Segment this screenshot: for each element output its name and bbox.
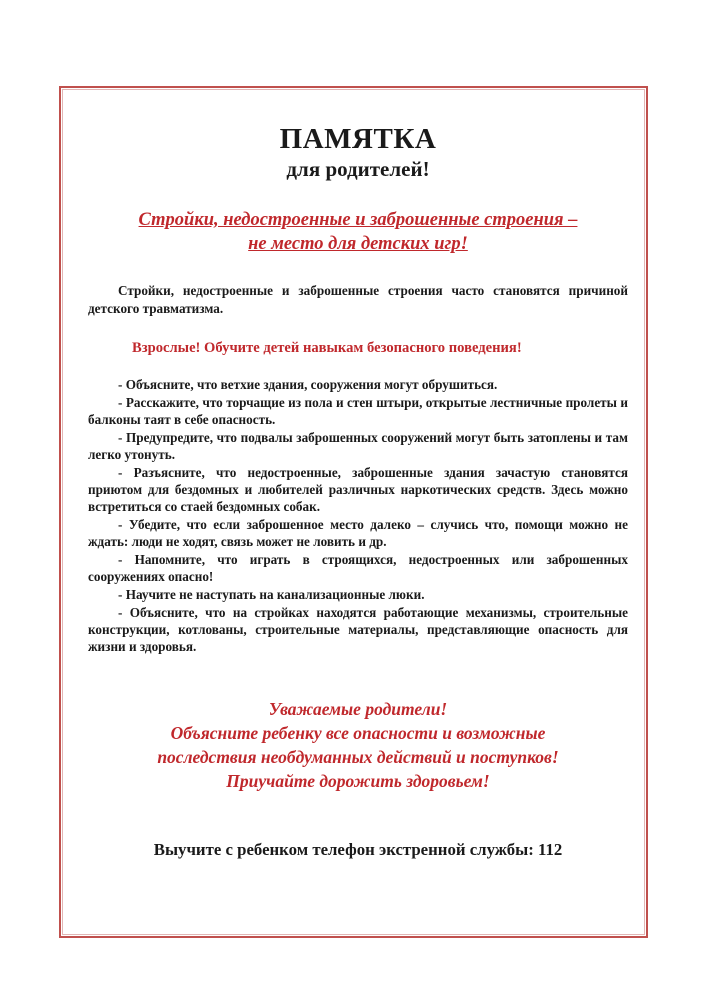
list-item: - Убедите, что если заброшенное место далеко – случись что, помощи можно не ждать: люди не ходят, связь может не ловить и др. <box>88 517 628 549</box>
document-content <box>88 118 628 861</box>
closing-line-1: Уважаемые родители! <box>268 699 448 719</box>
adults-call-to-action: Взрослые! Обучите детей навыкам безопасного поведения! <box>132 340 522 356</box>
list-item: - Объясните, что ветхие здания, сооружения могут обрушиться. <box>118 377 498 392</box>
list-item: - Предупредите, что подвалы заброшенных сооружений могут быть затоплены и там легко утонуть. <box>88 430 628 462</box>
intro-paragraph: Стройки, недостроенные и заброшенные строения часто становятся причиной детского травматизма. <box>88 283 628 316</box>
warning-heading-line-2: не место для детских игр! <box>248 234 468 254</box>
document-subtitle: для родителей! <box>286 157 430 181</box>
warning-heading <box>88 208 628 256</box>
warning-heading-line-1: Стройки, недостроенные и заброшенные строения – <box>138 210 578 230</box>
list-item: - Разъясните, что недостроенные, заброшенные здания зачастую становятся приютом для бездомных и любителей различных наркотических средств. Здесь можно встретиться со стаей бездомных собак. <box>88 465 628 514</box>
closing-line-4: Приучайте дорожить здоровьем! <box>226 771 490 791</box>
closing-line-3: последствия необдуманных действий и поступков! <box>157 747 559 767</box>
list-item: - Напомните, что играть в строящихся, недостроенных или заброшенных сооружениях опасно! <box>88 552 628 584</box>
list-item: - Научите не наступать на канализационные люки. <box>118 587 425 602</box>
list-item: - Расскажите, что торчащие из пола и стен штыри, открытые лестничные пролеты и балконы таят в себе опасность. <box>88 395 628 427</box>
safety-tips-list <box>88 376 628 655</box>
document-title: ПАМЯТКА <box>279 123 437 155</box>
list-item: - Объясните, что на стройках находятся работающие механизмы, строительные конструкции, котлованы, строительные материалы, представляющие опасность для жизни и здоровья. <box>88 605 628 654</box>
closing-line-2: Объясните ребенку все опасности и возможные <box>170 723 546 743</box>
closing-appeal <box>88 697 628 793</box>
emergency-number-note: Выучите с ребенком телефон экстренной службы: 112 <box>153 840 563 859</box>
